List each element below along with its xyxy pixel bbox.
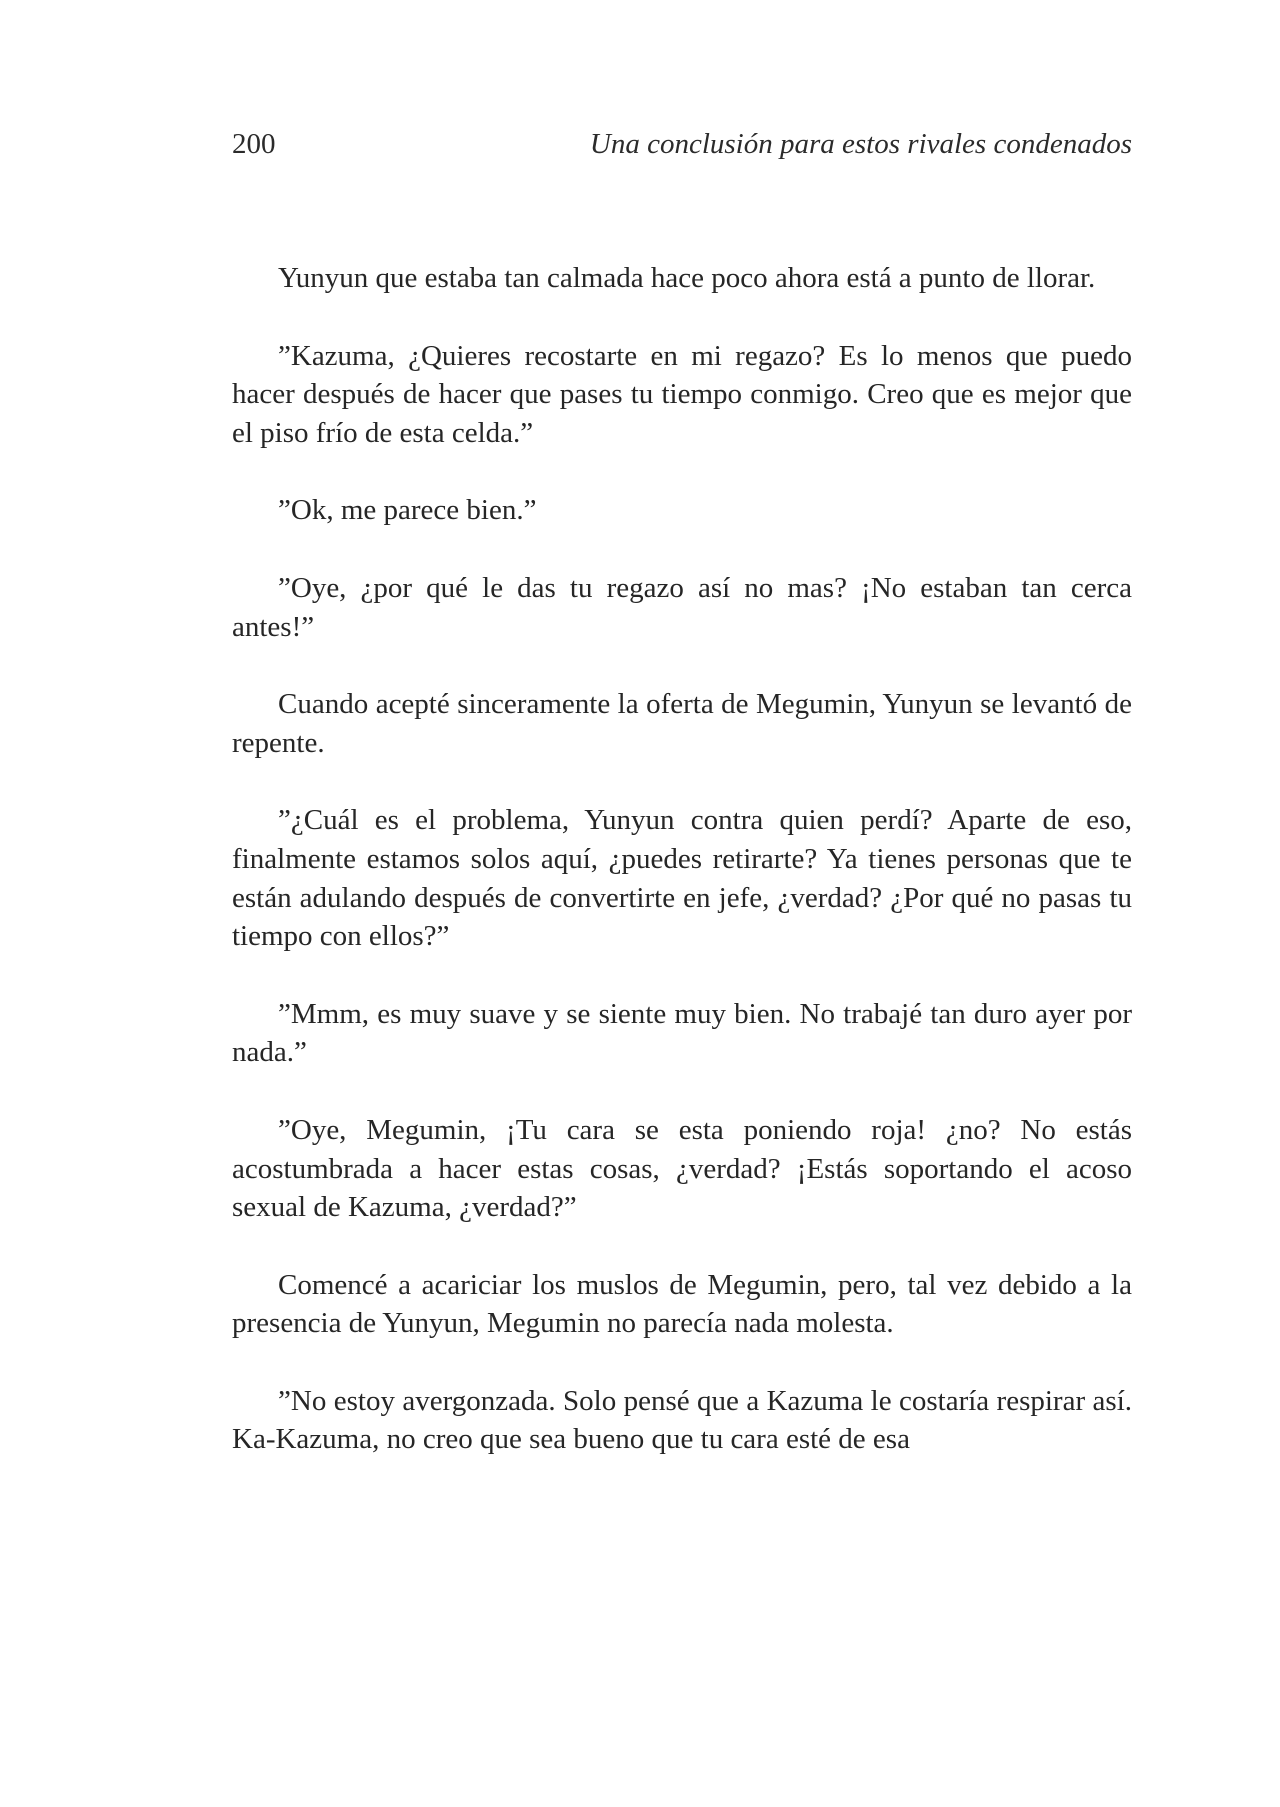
body-text <box>232 259 1132 1459</box>
paragraph: Comencé a acariciar los muslos de Megumin, pero, tal vez debido a la presencia de Yunyun, Megumin no parecía nada molesta. <box>232 1268 1132 1340</box>
chapter-title: Una conclusión para estos rivales condenados <box>589 128 1132 160</box>
paragraph: ”Ok, me parece bien.” <box>278 494 537 527</box>
paragraph: Cuando acepté sinceramente la oferta de Megumin, Yunyun se levantó de repente. <box>232 688 1132 759</box>
paragraph: ”Kazuma, ¿Quieres recostarte en mi regazo? Es lo menos que puedo hacer después de hacer que pases tu tiempo conmigo. Creo que es mejor que el piso frío de esta celda.” <box>232 339 1132 449</box>
paragraph: ”¿Cuál es el problema, Yunyun contra quien perdí? Aparte de eso, finalmente estamos solos aquí, ¿puedes retirarte? Ya tienes personas que te están adulando después de convertirte en jefe, ¿verdad? ¿Por qué no pasas tu tiempo con ellos?” <box>232 804 1132 953</box>
paragraph: ”No estoy avergonzada. Solo pensé que a Kazuma le costaría respirar así. Ka-Kazuma, no creo que sea bueno que tu cara esté de esa <box>232 1384 1132 1456</box>
running-header <box>232 128 1132 172</box>
paragraph: ”Mmm, es muy suave y se siente muy bien. No trabajé tan duro ayer por nada.” <box>232 997 1132 1069</box>
page-number: 200 <box>232 128 276 160</box>
paragraph: Yunyun que estaba tan calmada hace poco ahora está a punto de llorar. <box>278 262 1096 294</box>
paragraph: ”Oye, Megumin, ¡Tu cara se esta poniendo roja! ¿no? No estás acostumbrada a hacer estas cosas, ¿verdad? ¡Estás soportando el acoso sexual de Kazuma, ¿verdad?” <box>232 1113 1132 1224</box>
paragraph: ”Oye, ¿por qué le das tu regazo así no mas? ¡No estaban tan cerca antes!” <box>232 571 1132 643</box>
